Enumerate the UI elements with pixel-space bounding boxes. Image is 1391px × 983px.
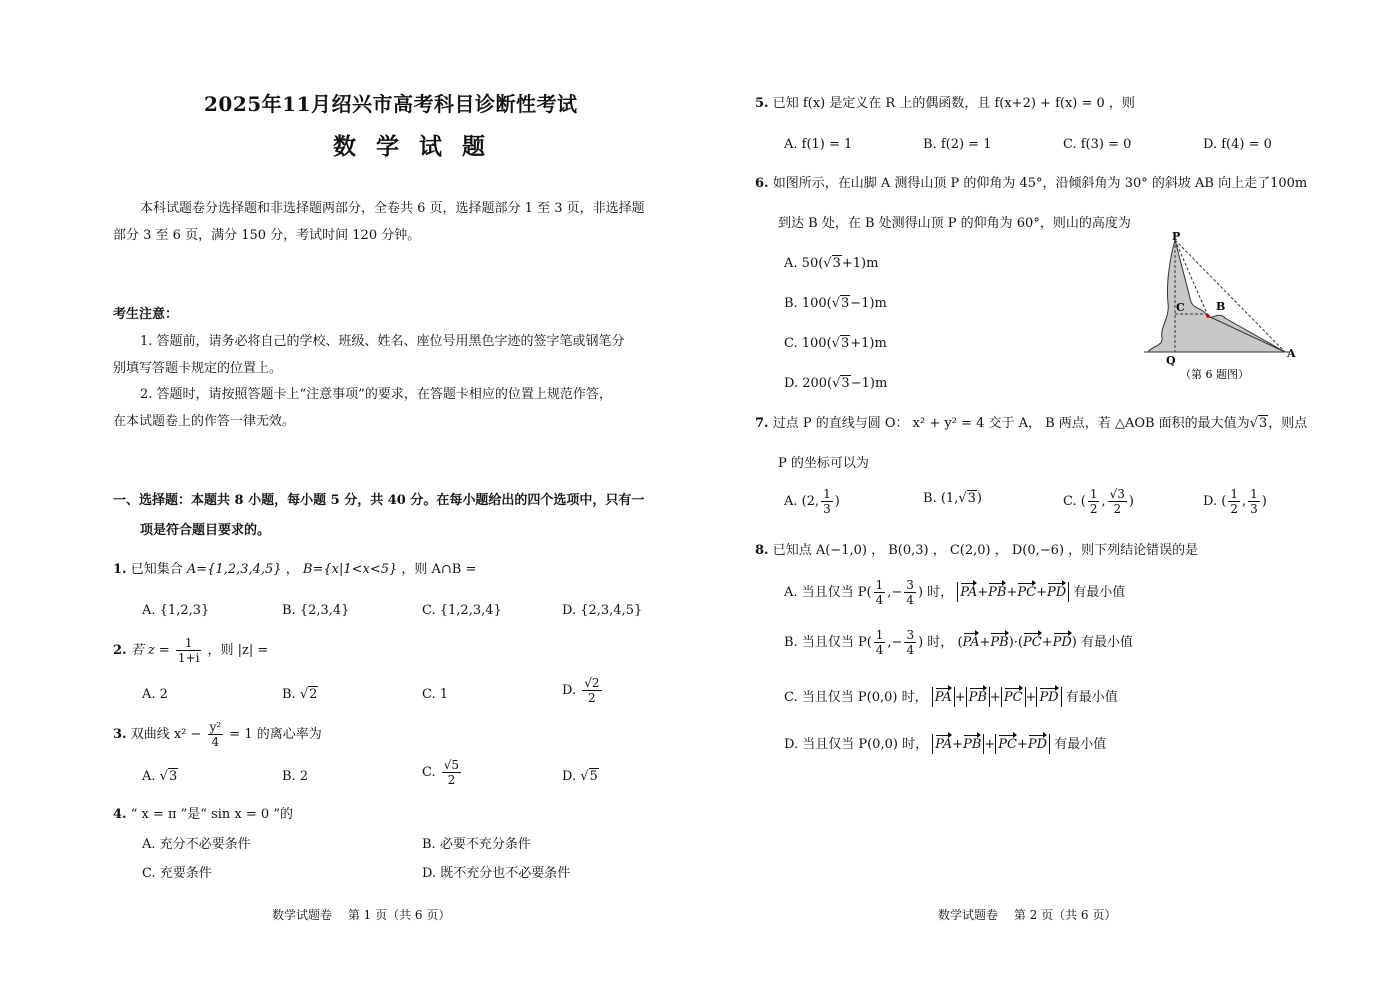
section-heading-line2: 项是符合题目要求的。 xyxy=(140,523,271,538)
q7-option-a-fraction xyxy=(821,487,833,516)
vec-pb: PB xyxy=(963,734,981,754)
q1-stem-c: ，则 A∩B = xyxy=(401,562,477,577)
q7-option-b-post: ) xyxy=(976,491,982,506)
vec-pb: PB xyxy=(988,582,1006,602)
q8-option-c-label: C. xyxy=(784,690,798,705)
q8-option-a-expr: PA+PB+PC+PD xyxy=(957,582,1069,602)
fig-caption: （第 6 题图） xyxy=(1180,368,1249,381)
q5-option-a: A. f(1) = 1 xyxy=(784,137,853,152)
q6-option-d-sqrt: 3 xyxy=(841,376,850,391)
q4-stem xyxy=(113,806,293,824)
q3-stem-a: 双曲线 x² − xyxy=(130,727,202,742)
q1-stem-a: 已知集合 xyxy=(130,562,183,577)
q7-number: 7. xyxy=(755,416,769,431)
q6-option-a: A. 50(√3+1)m xyxy=(784,256,879,271)
vec-pa: PA xyxy=(935,734,952,754)
intro-line1: 本科试题卷分选择题和非选择题两部分，全卷共 6 页，选择题部分 1 至 3 页，非选择题 xyxy=(140,201,645,216)
q3-frac-num: y² xyxy=(209,720,222,734)
q8-option-b-pre: 当且仅当 P( xyxy=(801,635,872,650)
q8-stem-text: 已知点 A(−1,0) ， B(0,3) ， C(2,0) ， D(0,−6) ，则下列结论错误的是 xyxy=(772,543,1199,558)
q3-option-d: D. √5 xyxy=(562,769,598,784)
q5-option-d: D. f(4) = 0 xyxy=(1203,137,1272,152)
q2-stem xyxy=(113,636,268,665)
q3-option-c-num: √5 xyxy=(443,758,460,772)
q7-line1-b: ，则点 xyxy=(1268,416,1308,431)
q8-option-c-abs-pc xyxy=(1001,687,1026,707)
q3-option-b: B. 2 xyxy=(282,769,309,784)
q8-option-b-mid: ,− xyxy=(887,635,903,650)
q7-option-c-num2: √3 xyxy=(1109,487,1125,501)
vec-pa: PA xyxy=(963,632,980,652)
fig-label-b: B xyxy=(1216,300,1226,313)
q7-option-a-pre: (2, xyxy=(801,494,820,509)
fig-label-c: C xyxy=(1176,301,1185,314)
q3-option-c-den: 2 xyxy=(447,773,456,787)
q5-stem xyxy=(755,95,1135,113)
q7-option-d-label: D. xyxy=(1203,494,1218,509)
q1-set-b: B={x|1<x<5} xyxy=(302,562,398,577)
q3-option-d-value: 5 xyxy=(589,769,598,784)
q2-number: 2. xyxy=(113,643,127,658)
vec-pc: PC xyxy=(998,734,1017,754)
q3-stem xyxy=(113,720,322,749)
notice2-line1: 2. 答题时，请按照答题卡上“注意事项”的要求，在答题卡相应的位置上规范作答， xyxy=(140,387,612,402)
q2-option-b-label: B. xyxy=(282,687,296,702)
q6-stem-line2: 到达 B 处，在 B 处测得山顶 P 的仰角为 60°，则山的高度为 xyxy=(778,216,1131,231)
fig-label-q: Q xyxy=(1166,354,1176,367)
q2-option-d-label: D. xyxy=(562,683,577,698)
vec-pa: PA xyxy=(960,582,977,602)
q2-option-d xyxy=(562,676,604,705)
q8-option-b-frac2 xyxy=(904,628,916,657)
q8-option-a-pre: 当且仅当 P( xyxy=(801,585,872,600)
q3-option-a-label: A. xyxy=(142,769,156,784)
notice2-line2: 在本试题卷上的作答一律无效。 xyxy=(113,414,296,429)
q7-option-c-den1: 2 xyxy=(1089,502,1098,516)
q8-option-b-label: B. xyxy=(784,635,798,650)
q5-number: 5. xyxy=(755,96,769,111)
q7-option-c-den2: 2 xyxy=(1113,502,1122,516)
q7-option-d-frac2 xyxy=(1248,487,1260,516)
vec-pd: PD xyxy=(1039,687,1058,707)
q2-option-c: C. 1 xyxy=(422,687,449,702)
q7-option-a-post: ) xyxy=(834,494,840,509)
vec-pb: PB xyxy=(990,632,1008,652)
q4-stem-text: “ x = π ”是“ sin x = 0 ”的 xyxy=(130,807,293,822)
q6-option-b-sqrt: 3 xyxy=(841,296,850,311)
q8-option-d-end: 有最小值 xyxy=(1054,737,1107,752)
vec-pb: PB xyxy=(969,687,987,707)
q7-line1-a: 过点 P 的直线与圆 O： x² + y² = 4 交于 A， B 两点，若 △AOB 面积的最大值为 xyxy=(772,416,1250,431)
q2-option-b: B. √2 xyxy=(282,687,318,702)
q7-option-d-den2: 3 xyxy=(1250,502,1258,516)
q8-option-a-den1: 4 xyxy=(875,593,884,607)
q6-option-d: D. 200(√3−1)m xyxy=(784,376,888,391)
q8-option-c-abs-pa xyxy=(932,687,955,707)
q3-option-d-label: D. xyxy=(562,769,577,784)
q4-number: 4. xyxy=(113,807,127,822)
q7-stem-line1: 7. 过点 P 的直线与圆 O： x² + y² = 4 交于 A， B 两点，若 △AOB 面积的最大值为√3，则点 xyxy=(755,416,1308,431)
section-heading-line1: 一、选择题：本题共 8 小题，每小题 5 分，共 40 分。在每小题给出的四个选项中，只有一 xyxy=(113,493,645,508)
q8-number: 8. xyxy=(755,543,769,558)
q3-frac-den: 4 xyxy=(211,735,220,749)
exam-title: 2025年11月绍兴市高考科目诊断性考试 xyxy=(204,92,578,116)
q1-number: 1. xyxy=(113,562,127,577)
q6-option-c: C. 100(√3+1)m xyxy=(784,336,887,351)
q7-option-a xyxy=(784,487,840,516)
q8-option-d-abs-2: PC+PD xyxy=(995,734,1050,754)
q6-line1-text: 如图所示，在山脚 A 测得山顶 P 的仰角为 45°，沿倾斜角为 30° 的斜坡 AB 向上走了100m xyxy=(772,176,1308,191)
q3-option-c-label: C. xyxy=(422,765,436,780)
q8-option-a-end: 有最小值 xyxy=(1073,585,1126,600)
q8-option-c-abs-pd xyxy=(1036,687,1061,707)
q7-option-d-num1: 1 xyxy=(1230,487,1238,501)
q8-option-b-num1: 1 xyxy=(875,628,884,642)
q8-option-b xyxy=(784,628,1133,657)
q6-option-a-pre: 50( xyxy=(801,256,824,271)
q7-option-d-den1: 2 xyxy=(1230,502,1238,516)
q8-option-b-expr: (PA+PB)·(PC+PD) xyxy=(957,635,1076,650)
q8-option-c-pre: 当且仅当 P(0,0) 时， xyxy=(801,690,928,705)
q6-option-d-post: −1)m xyxy=(850,376,888,391)
q8-option-d-abs-1: PA+PB xyxy=(932,734,984,754)
q8-option-d-label: D. xyxy=(784,737,799,752)
q6-option-c-post: +1)m xyxy=(850,336,887,351)
q8-option-a-post: ) 时， xyxy=(917,585,954,600)
q1-set-a: A={1,2,3,4,5} xyxy=(186,562,282,577)
q7-option-b-sqrt: 3 xyxy=(967,491,976,506)
q8-option-a-num2: 3 xyxy=(906,578,914,592)
left-page-footer: 数学试题卷 第 1 页（共 6 页） xyxy=(272,908,451,922)
q8-option-a-mid: ,− xyxy=(887,585,903,600)
q8-option-c: C. 当且仅当 P(0,0) 时， PA + PB + PC + PD 有最小值 xyxy=(784,687,1118,707)
q3-option-c-fraction xyxy=(442,758,461,787)
q6-option-b-post: −1)m xyxy=(850,296,887,311)
q6-option-a-sqrt: 3 xyxy=(832,256,841,271)
q6-option-a-post: +1)m xyxy=(841,256,879,271)
q8-option-a-frac1 xyxy=(874,578,886,607)
q3-number: 3. xyxy=(113,727,127,742)
q6-option-c-pre: 100( xyxy=(801,336,832,351)
q3-fraction xyxy=(208,720,224,749)
fig-label-p: P xyxy=(1172,230,1181,243)
point-b-marker xyxy=(1206,314,1210,318)
q8-stem xyxy=(755,542,1198,560)
vec-pc: PC xyxy=(1023,632,1042,652)
right-page-footer: 数学试题卷 第 2 页（共 6 页） xyxy=(938,908,1117,922)
q2-option-d-fraction xyxy=(582,676,601,705)
q1-stem xyxy=(113,561,476,579)
q3-option-c xyxy=(422,758,463,787)
q2-option-b-value: 2 xyxy=(309,687,318,702)
q7-option-b: B. (1,√3) xyxy=(923,491,982,506)
q8-option-d-pre: 当且仅当 P(0,0) 时， xyxy=(802,737,929,752)
q2-option-a: A. 2 xyxy=(142,687,168,702)
q8-option-a-frac2 xyxy=(904,578,916,607)
q8-option-b-end: 有最小值 xyxy=(1080,635,1133,650)
q8-option-a-den2: 4 xyxy=(906,593,914,607)
q8-option-a xyxy=(784,578,1125,607)
q2-frac-den: 1+i xyxy=(177,651,200,665)
q7-option-c-frac2 xyxy=(1108,487,1127,516)
q4-option-c: C. 充要条件 xyxy=(142,866,212,881)
q6-option-a-label: A. xyxy=(784,256,798,271)
q2-stem-b: ，则 |z| = xyxy=(207,643,269,658)
vec-pd: PD xyxy=(1028,734,1047,754)
q6-option-b-label: B. xyxy=(784,296,798,311)
q6-option-d-pre: 200( xyxy=(802,376,833,391)
q8-option-b-post: ) 时， xyxy=(918,635,954,650)
q6-option-d-label: D. xyxy=(784,376,799,391)
q8-option-a-label: A. xyxy=(784,585,798,600)
mountain-shape xyxy=(1148,240,1285,352)
q3-option-a: A. √3 xyxy=(142,769,178,784)
vec-pd: PD xyxy=(1047,582,1066,602)
q8-option-c-end: 有最小值 xyxy=(1065,690,1118,705)
q8-option-c-abs-pb xyxy=(966,687,990,707)
q5-option-c: C. f(3) = 0 xyxy=(1063,137,1132,152)
q1-option-a: A. {1,2,3} xyxy=(142,603,210,618)
q2-fraction xyxy=(176,636,202,665)
notice1-line2: 别填写答题卡规定的位置上。 xyxy=(113,361,283,376)
q4-option-d: D. 既不充分也不必要条件 xyxy=(422,866,571,881)
q7-stem-line2: P 的坐标可以为 xyxy=(778,456,869,471)
q7-option-d-num2: 1 xyxy=(1250,487,1258,501)
q7-option-d: D. ( $\frac{1}{2}$ , $\frac{1}{3}$ ) xyxy=(1203,487,1267,516)
q3-stem-b: = 1 的离心率为 xyxy=(229,727,322,742)
vec-pd: PD xyxy=(1053,632,1072,652)
q6-stem-line1 xyxy=(755,175,1307,193)
q8-option-b-den1: 4 xyxy=(875,643,884,657)
q7-option-c: C. ( $\frac{1}{2}$ , $\frac{√3}{2}$ ) xyxy=(1063,487,1134,516)
fig-label-a: A xyxy=(1287,347,1296,360)
q1-option-d: D. {2,3,4,5} xyxy=(562,603,643,618)
q8-option-b-frac1 xyxy=(874,628,886,657)
q2-frac-num: 1 xyxy=(176,636,202,651)
q7-option-c-label: C. xyxy=(1063,494,1077,509)
q6-option-c-sqrt: 3 xyxy=(840,336,850,351)
q4-option-b: B. 必要不充分条件 xyxy=(422,837,531,852)
q1-stem-b: ， xyxy=(285,562,299,577)
vec-pc: PC xyxy=(1017,582,1036,602)
q7-option-d-frac1 xyxy=(1228,487,1240,516)
notice1-line1: 1. 答题前，请务必将自己的学校、班级、姓名、座位号用黑色字迹的签字笔或钢笔分 xyxy=(140,334,625,349)
q7-option-c-frac1 xyxy=(1088,487,1100,516)
intro-line2: 部分 3 至 6 页，满分 150 分，考试时间 120 分钟。 xyxy=(113,228,421,243)
vec-pa: PA xyxy=(935,687,952,707)
q7-option-b-pre: (1, xyxy=(940,491,959,506)
q7-option-b-label: B. xyxy=(923,491,937,506)
q4-option-a: A. 充分不必要条件 xyxy=(142,837,251,852)
q3-option-a-value: 3 xyxy=(168,769,178,784)
q1-option-b: B. {2,3,4} xyxy=(282,603,350,618)
q6-option-b-pre: 100( xyxy=(801,296,832,311)
notice-heading: 考生注意： xyxy=(113,307,179,322)
q8-option-d: D. 当且仅当 P(0,0) 时， PA+PB + PC+PD 有最小值 xyxy=(784,734,1106,754)
q7-option-a-num: 1 xyxy=(823,487,831,501)
q8-option-b-num2: 3 xyxy=(906,628,915,642)
q2-stem-a: 若 z = xyxy=(130,643,170,658)
q7-option-c-num1: 1 xyxy=(1089,487,1098,501)
q7-line1-sqrt: 3 xyxy=(1258,416,1268,431)
q2-option-d-den: 2 xyxy=(588,691,596,705)
q6-option-c-label: C. xyxy=(784,336,798,351)
q7-option-a-label: A. xyxy=(784,494,798,509)
q5-option-b: B. f(2) = 1 xyxy=(923,137,992,152)
q6-number: 6. xyxy=(755,176,769,191)
vec-pc: PC xyxy=(1004,687,1023,707)
q6-mountain-figure xyxy=(1130,228,1310,388)
q1-option-c: C. {1,2,3,4} xyxy=(422,603,502,618)
q6-option-b: B. 100(√3−1)m xyxy=(784,296,887,311)
q8-option-a-num1: 1 xyxy=(875,578,884,592)
q7-option-a-den: 3 xyxy=(823,502,831,516)
q5-stem-text: 已知 f(x) 是定义在 R 上的偶函数，且 f(x+2) + f(x) = 0 ，则 xyxy=(772,96,1135,111)
subject-title: 数 学 试 题 xyxy=(333,133,492,160)
q8-option-b-den2: 4 xyxy=(906,643,915,657)
q2-option-d-num: √2 xyxy=(584,676,600,690)
